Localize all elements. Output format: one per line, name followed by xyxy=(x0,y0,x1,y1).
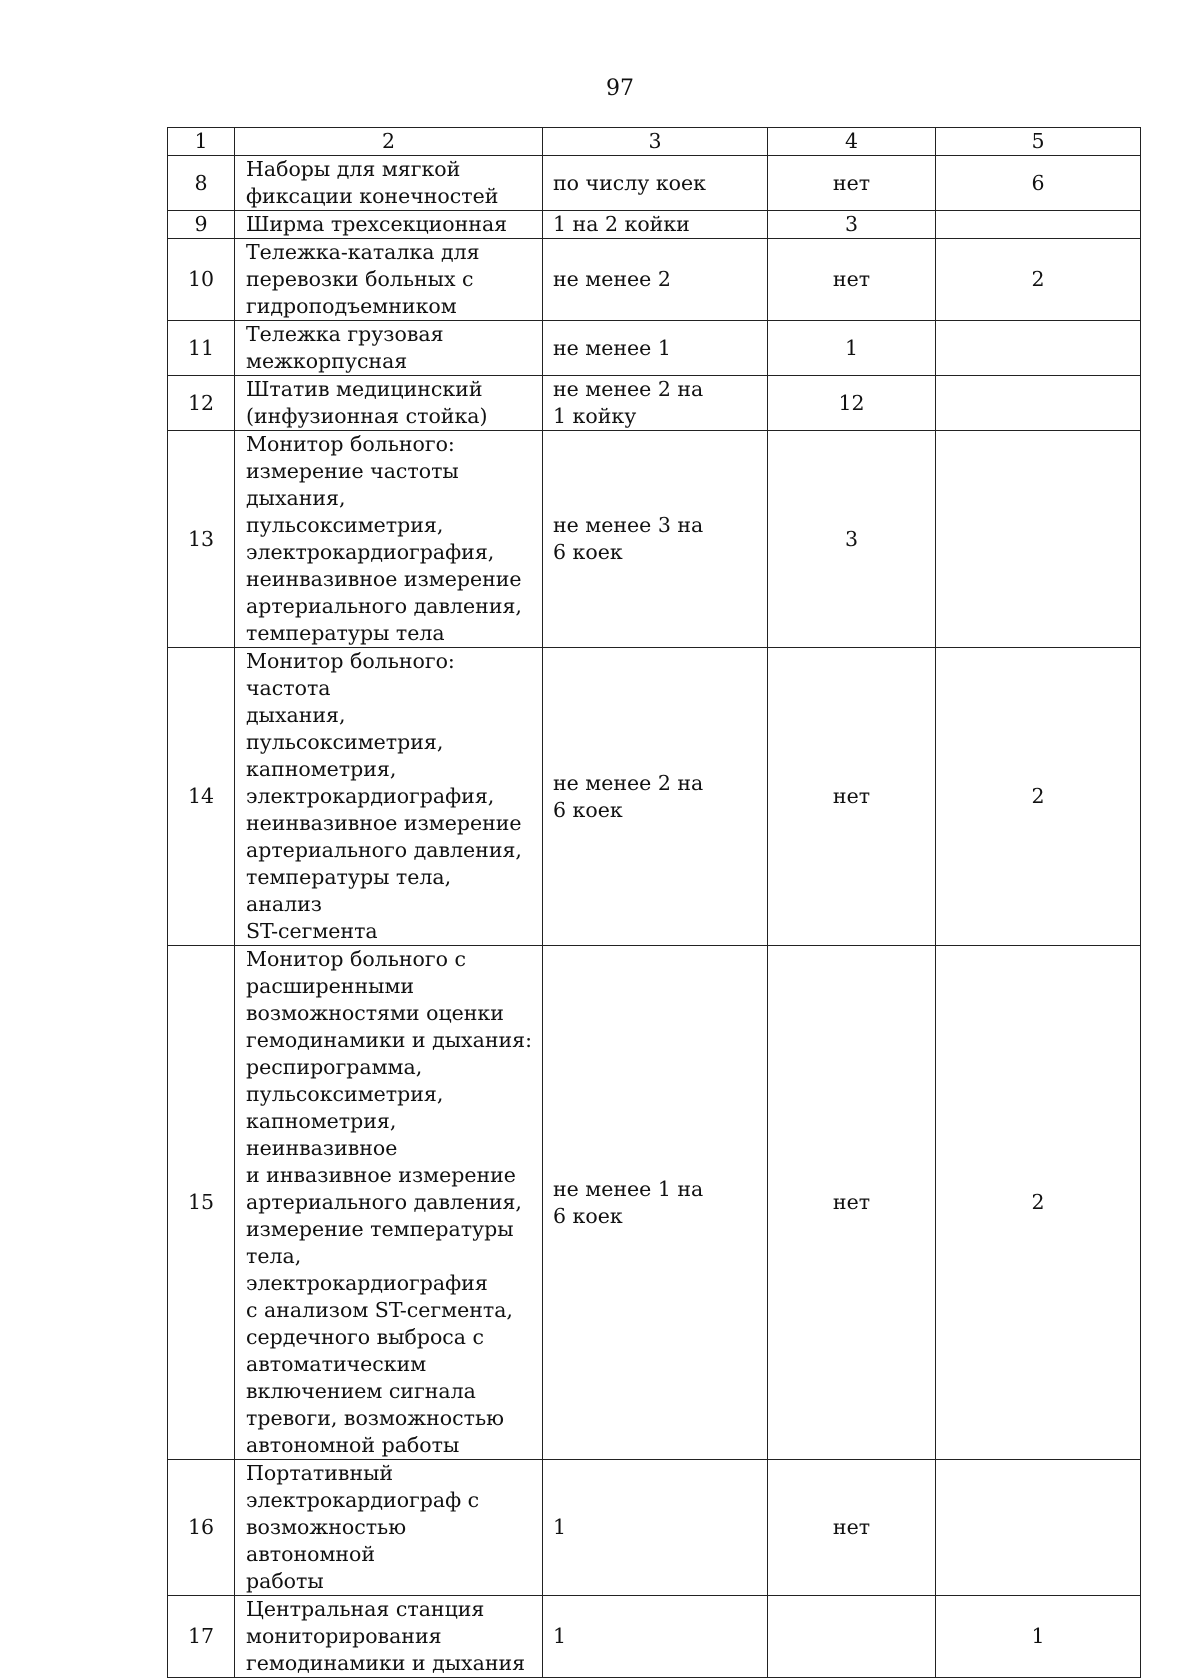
column-4-cell: 3 xyxy=(768,431,936,648)
column-5-cell xyxy=(936,1460,1141,1596)
column-5-cell: 6 xyxy=(936,156,1141,211)
norm-cell: не менее 1 на 6 коек xyxy=(543,946,768,1460)
column-4-cell: нет xyxy=(768,239,936,321)
equipment-table xyxy=(167,127,1141,1678)
norm-cell: не менее 1 xyxy=(543,321,768,376)
column-4-cell: нет xyxy=(768,946,936,1460)
norm-cell: не менее 2 xyxy=(543,239,768,321)
row-number-cell: 14 xyxy=(168,648,235,946)
header-cell-5: 5 xyxy=(936,128,1141,156)
table-row xyxy=(168,321,1141,376)
column-4-cell: нет xyxy=(768,648,936,946)
table-header-row xyxy=(168,128,1141,156)
norm-cell: по числу коек xyxy=(543,156,768,211)
column-5-cell xyxy=(936,376,1141,431)
norm-cell: 1 на 2 койки xyxy=(543,211,768,239)
table-row xyxy=(168,1460,1141,1596)
column-4-cell: нет xyxy=(768,1460,936,1596)
row-number-cell: 10 xyxy=(168,239,235,321)
row-number-cell: 15 xyxy=(168,946,235,1460)
column-5-cell xyxy=(936,431,1141,648)
equipment-name-cell: Центральная станция мониторирования гемодинамики и дыхания xyxy=(235,1596,543,1678)
equipment-name-cell: Монитор больного: частота дыхания, пульсоксиметрия, капнометрия, электрокардиография, неинвазивное измерение артериального давления, температуры тела, анализ ST-сегмента xyxy=(235,648,543,946)
column-4-cell: 1 xyxy=(768,321,936,376)
table-row xyxy=(168,239,1141,321)
header-cell-4: 4 xyxy=(768,128,936,156)
column-5-cell: 2 xyxy=(936,239,1141,321)
row-number-cell: 12 xyxy=(168,376,235,431)
column-4-cell xyxy=(768,1596,936,1678)
equipment-name-cell: Тележка грузовая межкорпусная xyxy=(235,321,543,376)
header-cell-3: 3 xyxy=(543,128,768,156)
row-number-cell: 11 xyxy=(168,321,235,376)
norm-cell: не менее 3 на 6 коек xyxy=(543,431,768,648)
table-row xyxy=(168,431,1141,648)
table-row xyxy=(168,211,1141,239)
column-5-cell xyxy=(936,211,1141,239)
row-number-cell: 13 xyxy=(168,431,235,648)
norm-cell: не менее 2 на 1 койку xyxy=(543,376,768,431)
norm-cell: 1 xyxy=(543,1460,768,1596)
equipment-name-cell: Портативный электрокардиограф с возможностью автономной работы xyxy=(235,1460,543,1596)
equipment-name-cell: Наборы для мягкой фиксации конечностей xyxy=(235,156,543,211)
table-row xyxy=(168,946,1141,1460)
equipment-name-cell: Монитор больного: измерение частоты дыхания, пульсоксиметрия, электрокардиография, неинвазивное измерение артериального давления, температуры тела xyxy=(235,431,543,648)
table-row xyxy=(168,1596,1141,1678)
column-4-cell: 12 xyxy=(768,376,936,431)
page-number: 97 xyxy=(606,76,634,101)
header-cell-2: 2 xyxy=(235,128,543,156)
column-5-cell: 2 xyxy=(936,648,1141,946)
equipment-name-cell: Монитор больного с расширенными возможностями оценки гемодинамики и дыхания: респирограмма, пульсоксиметрия, капнометрия, неинвазивное и инвазивное измерение артериального давления, измерение температуры тела, электрокардиография с анализом ST-сегмента, сердечного выброса с автоматическим включением сигнала тревоги, возможностью автономной работы xyxy=(235,946,543,1460)
header-cell-1: 1 xyxy=(168,128,235,156)
equipment-name-cell: Штатив медицинский (инфузионная стойка) xyxy=(235,376,543,431)
norm-cell: 1 xyxy=(543,1596,768,1678)
norm-cell: не менее 2 на 6 коек xyxy=(543,648,768,946)
column-5-cell xyxy=(936,321,1141,376)
column-4-cell: нет xyxy=(768,156,936,211)
table-row xyxy=(168,376,1141,431)
row-number-cell: 8 xyxy=(168,156,235,211)
table-row xyxy=(168,648,1141,946)
column-5-cell: 2 xyxy=(936,946,1141,1460)
column-4-cell: 3 xyxy=(768,211,936,239)
column-5-cell: 1 xyxy=(936,1596,1141,1678)
equipment-name-cell: Ширма трехсекционная xyxy=(235,211,543,239)
row-number-cell: 9 xyxy=(168,211,235,239)
row-number-cell: 16 xyxy=(168,1460,235,1596)
equipment-name-cell: Тележка-каталка для перевозки больных с гидроподъемником xyxy=(235,239,543,321)
table-row xyxy=(168,156,1141,211)
row-number-cell: 17 xyxy=(168,1596,235,1678)
